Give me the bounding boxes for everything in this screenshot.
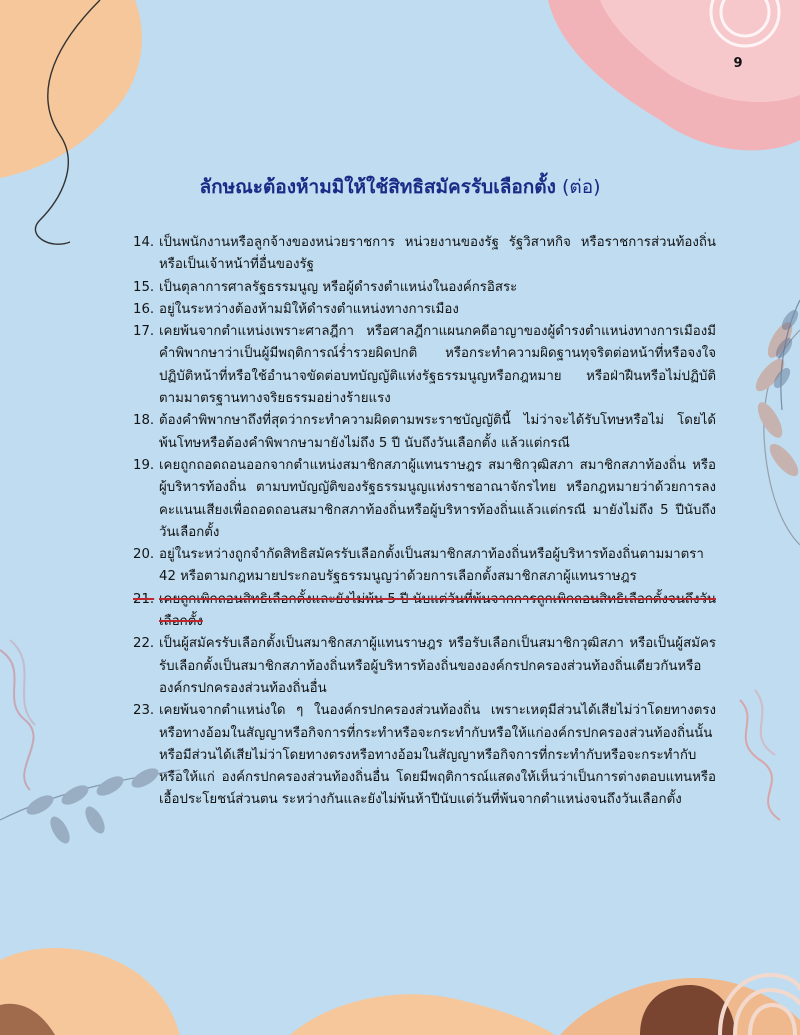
item-text: เคยถูกถอดถอนออกจากตำแหน่งสมาชิกสภาผู้แทนราษฎร สมาชิกวุฒิสภา สมาชิกสภาท้องถิ่น หรือผู้บริหารท้องถิ่น ตามบทบัญญัติของรัฐธรรมนูญแห่งราชอาณาจักรไทย หรือกฎหมายว่าด้วยการลงคะแนนเสียงเพื่อถอดถอนสมาชิกสภาท้องถิ่นหรือผู้บริหารท้องถิ่นแล้วแต่กรณี มายังไม่ถึง 5 ปีนับถึงวันเลือกตั้ง	[159, 457, 716, 540]
item-text: อยู่ในระหว่างถูกจำกัดสิทธิสมัครรับเลือกตั้งเป็นสมาชิกสภาท้องถิ่นหรือผู้บริหารท้องถิ่นตามมาตรา 42 หรือตามกฎหมายประกอบรัฐธรรมนูญว่าด้วยการเลือกตั้งสมาชิกสภาผู้แทนราษฎร	[159, 547, 704, 585]
item-text: เป็นตุลาการศาลรัฐธรรมนูญ หรือผู้ดำรงตำแหน่งในองค์กรอิสระ	[159, 279, 518, 295]
item-number: 19.	[133, 457, 155, 473]
item-number: 21.	[133, 591, 155, 607]
item-number: 18.	[133, 413, 155, 429]
wave-line-left	[0, 650, 34, 790]
list-item	[133, 321, 716, 410]
leaf-branch-right	[751, 319, 800, 545]
peach-blob-bottom-center	[290, 994, 555, 1035]
prohibition-list	[133, 232, 716, 812]
page-number: 9	[733, 56, 743, 71]
list-item	[133, 410, 716, 455]
item-text: อยู่ในระหว่างต้องห้ามมิให้ดำรงตำแหน่งทางการเมือง	[159, 301, 459, 317]
wave-line-right	[740, 700, 780, 820]
list-item	[133, 277, 716, 299]
peach-blob-top-left	[0, 0, 142, 178]
list-item-struck	[133, 589, 716, 634]
title-main: ลักษณะต้องห้ามมิให้ใช้สิทธิสมัครรับเลือกตั้ง	[199, 176, 556, 198]
list-item	[133, 232, 716, 277]
page-title	[0, 172, 800, 202]
item-number: 14.	[133, 235, 155, 250]
list-item	[133, 455, 716, 544]
item-text: เป็นพนักงานหรือลูกจ้างของหน่วยราชการ หน่วยงานของรัฐ รัฐวิสาหกิจ หรือราชการส่วนท้องถิ่น หรือเป็นเจ้าหน้าที่อื่นของรัฐ	[159, 235, 716, 273]
item-text: เคยพ้นจากตำแหน่งเพราะศาลฎีกา หรือศาลฎีกาแผนกคดีอาญาของผู้ดำรงตำแหน่งทางการเมืองมีคำพิพากษาว่าเป็นผู้มีพฤติการณ์ร่ำรวยผิดปกติ หรือกระทำความผิดฐานทุจริตต่อหน้าที่หรือจงใจปฏิบัติหน้าที่หรือใช้อำนาจขัดต่อบทบัญญัติแห่งรัฐธรรมนูญหรือกฎหมาย หรือฝ่าฝืนหรือไม่ปฏิบัติตามมาตรฐานทางจริยธรรมอย่างร้ายแรง	[159, 324, 716, 407]
item-number: 15.	[133, 279, 155, 295]
list-item	[133, 544, 716, 589]
title-suffix: (ต่อ)	[561, 176, 601, 198]
item-text-struck: เคยถูกเพิกถอนสิทธิเลือกตั้งและยังไม่พ้น 5 ปี นับแต่วันที่พ้นจากการถูกเพิกถอนสิทธิเลือกตั้งจนถึงวันเลือกตั้ง	[159, 591, 717, 630]
item-text: ต้องคำพิพากษาถึงที่สุดว่ากระทำความผิดตามพระราชบัญญัตินี้ ไม่ว่าจะได้รับโทษหรือไม่ โดยได้พ้นโทษหรือต้องคำพิพากษามายังไม่ถึง 5 ปี นับถึงวันเลือกตั้ง แล้วแต่กรณี	[159, 413, 716, 451]
list-item	[133, 633, 716, 700]
item-number: 23.	[133, 703, 155, 719]
item-number: 16.	[133, 301, 155, 317]
list-item	[133, 299, 716, 321]
item-text: เคยพ้นจากตำแหน่งใด ๆ ในองค์กรปกครองส่วนท้องถิ่น เพราะเหตุมีส่วนได้เสียไม่ว่าโดยทางตรงหรือทางอ้อมในสัญญาหรือกิจการที่กระทำหรือจะกระทำกับหรือให้แก่องค์กรปกครองส่วนท้องถิ่นนั้น หรือมีส่วนได้เสียไม่ว่าโดยทางตรงหรือทางอ้อมในสัญญาหรือกิจการที่กระทำกับหรือจะกระทำกับหรือให้แก่ องค์กรปกครองส่วนท้องถิ่นอื่น โดยมีพฤติการณ์แสดงให้เห็นว่าเป็นการต่างตอบแทนหรือเอื้อประโยชน์ส่วนตน ระหว่างกันและยังไม่พ้นห้าปีนับแต่วันที่พ้นจากตำแหน่งจนถึงวันเลือกตั้ง	[159, 703, 716, 808]
list-item	[133, 700, 716, 811]
item-number: 17.	[133, 324, 155, 340]
item-number: 22.	[133, 636, 155, 652]
item-text: เป็นผู้สมัครรับเลือกตั้งเป็นสมาชิกสภาผู้แทนราษฎร หรือรับเลือกเป็นสมาชิกวุฒิสภา หรือเป็นผู้สมัครรับเลือกตั้งเป็นสมาชิกสภาท้องถิ่นหรือผู้บริหารท้องถิ่นขององค์กรปกครองส่วนท้องถิ่นเดียวกันหรือองค์กรปกครองส่วนท้องถิ่นอื่น	[159, 636, 716, 696]
item-number: 20.	[133, 547, 155, 563]
